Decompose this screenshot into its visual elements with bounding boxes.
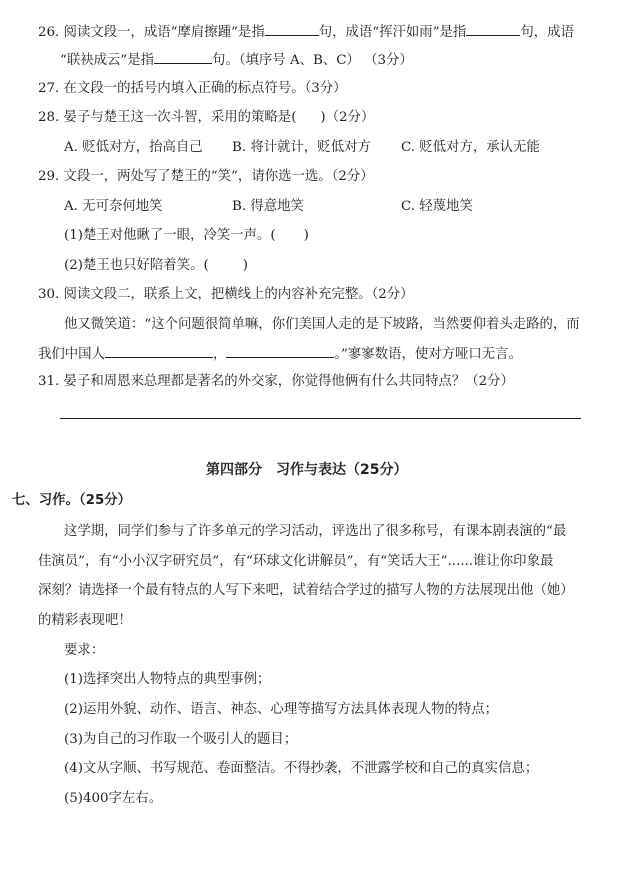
q30-answer-blank-1[interactable] <box>105 344 213 358</box>
q26-text-1: 26. 阅读文段一，成语“摩肩擦踵”是指 <box>38 25 265 40</box>
requirement-5: (5)400字左右。 <box>64 791 163 806</box>
requirement-2: (2)运用外貌、动作、语言、神态、心理等描写方法具体表现人物的特点； <box>64 702 499 717</box>
q29-sub2-text: (2)楚王也只好陪着笑。( <box>64 258 209 273</box>
q28-close: )（2分） <box>320 110 375 125</box>
q29-sub-1 <box>64 227 309 245</box>
q30-answer-blank-2[interactable] <box>226 344 334 358</box>
q28-text: 28. 晏子与楚王这一次斗智，采用的策略是( <box>38 110 297 125</box>
question-26-line1 <box>38 22 574 42</box>
q30-text-a: 我们中国人 <box>38 347 105 362</box>
requirement-1: (1)选择突出人物特点的典型事例； <box>64 672 271 687</box>
prompt-line-1: 这学期，同学们参与了许多单元的学习活动，评选出了很多称号，有课本剧表演的“最 <box>64 524 567 539</box>
q29-sub-2 <box>64 257 248 275</box>
q26-answer-blank-2[interactable] <box>466 22 520 36</box>
section-7-label: 七、习作。（25分） <box>12 493 132 508</box>
q26-text-5: 句。（填序号 A、B、C） <box>212 53 360 68</box>
q29-sub1-text: (1)楚王对他瞅了一眼，冷笑一声。( <box>64 228 276 243</box>
q29-option-b: B. 得意地笑 <box>232 199 304 214</box>
q30-text-b: ， <box>212 347 227 362</box>
q31-answer-line[interactable] <box>60 418 581 419</box>
q29-sub1-close: ) <box>303 228 309 243</box>
q26-score: （3分） <box>364 53 413 68</box>
question-31: 31. 晏子和周恩来总理都是著名的外交家，你觉得他俩有什么共同特点？（2分） <box>38 374 514 389</box>
question-29: 29. 文段一，两处写了楚王的“笑”，请你选一选。（2分） <box>38 169 374 184</box>
q30-passage-line1: 他又微笑道：“这个问题很简单嘛，你们美国人走的是下坡路，当然要仰着头走路的，而 <box>64 317 580 332</box>
part-4-title: 第四部分 习作与表达（25分） <box>206 462 408 478</box>
prompt-line-4: 的精彩表现吧！ <box>38 613 132 628</box>
q29-option-a: A. 无可奈何地笑 <box>64 199 163 214</box>
requirement-3: (3)为自己的习作取一个吸引人的题目； <box>64 732 298 747</box>
requirement-4: (4)文从字顺、书写规范、卷面整洁。不得抄袭，不泄露学校和自己的真实信息； <box>64 761 539 776</box>
q28-option-c: C. 贬低对方，承认无能 <box>401 140 540 155</box>
question-26-line2 <box>60 50 413 70</box>
q28-option-a: A. 贬低对方，抬高自己 <box>64 140 203 155</box>
prompt-line-2: 佳演员”，有“小小汉字研究员”，有“环球文化讲解员”，有“笑话大王”......谁让你印象最 <box>38 554 554 569</box>
q26-text-2: 句，成语“挥汗如雨”是指 <box>318 25 467 40</box>
q29-option-c: C. 轻蔑地笑 <box>401 199 473 214</box>
q26-text-4: “联袂成云”是指 <box>60 53 155 68</box>
q26-text-3: 句，成语 <box>520 25 574 40</box>
q26-answer-blank-1[interactable] <box>265 22 319 36</box>
question-28 <box>38 109 374 127</box>
q28-option-b: B. 将计就计，贬低对方 <box>232 140 371 155</box>
question-27: 27. 在文段一的括号内填入正确的标点符号。（3分） <box>38 81 347 96</box>
question-30: 30. 阅读文段二，联系上文，把横线上的内容补充完整。（2分） <box>38 287 414 302</box>
requirements-label: 要求： <box>64 643 105 658</box>
q30-passage-line2 <box>38 344 522 364</box>
q30-text-c: 。”寥寥数语，使对方哑口无言。 <box>334 347 522 362</box>
q29-sub2-close: ) <box>242 258 248 273</box>
prompt-line-3: 深刻？请选择一个最有特点的人写下来吧，试着结合学过的描写人物的方法展现出他（她） <box>38 583 574 598</box>
q26-answer-blank-3[interactable] <box>154 50 212 64</box>
